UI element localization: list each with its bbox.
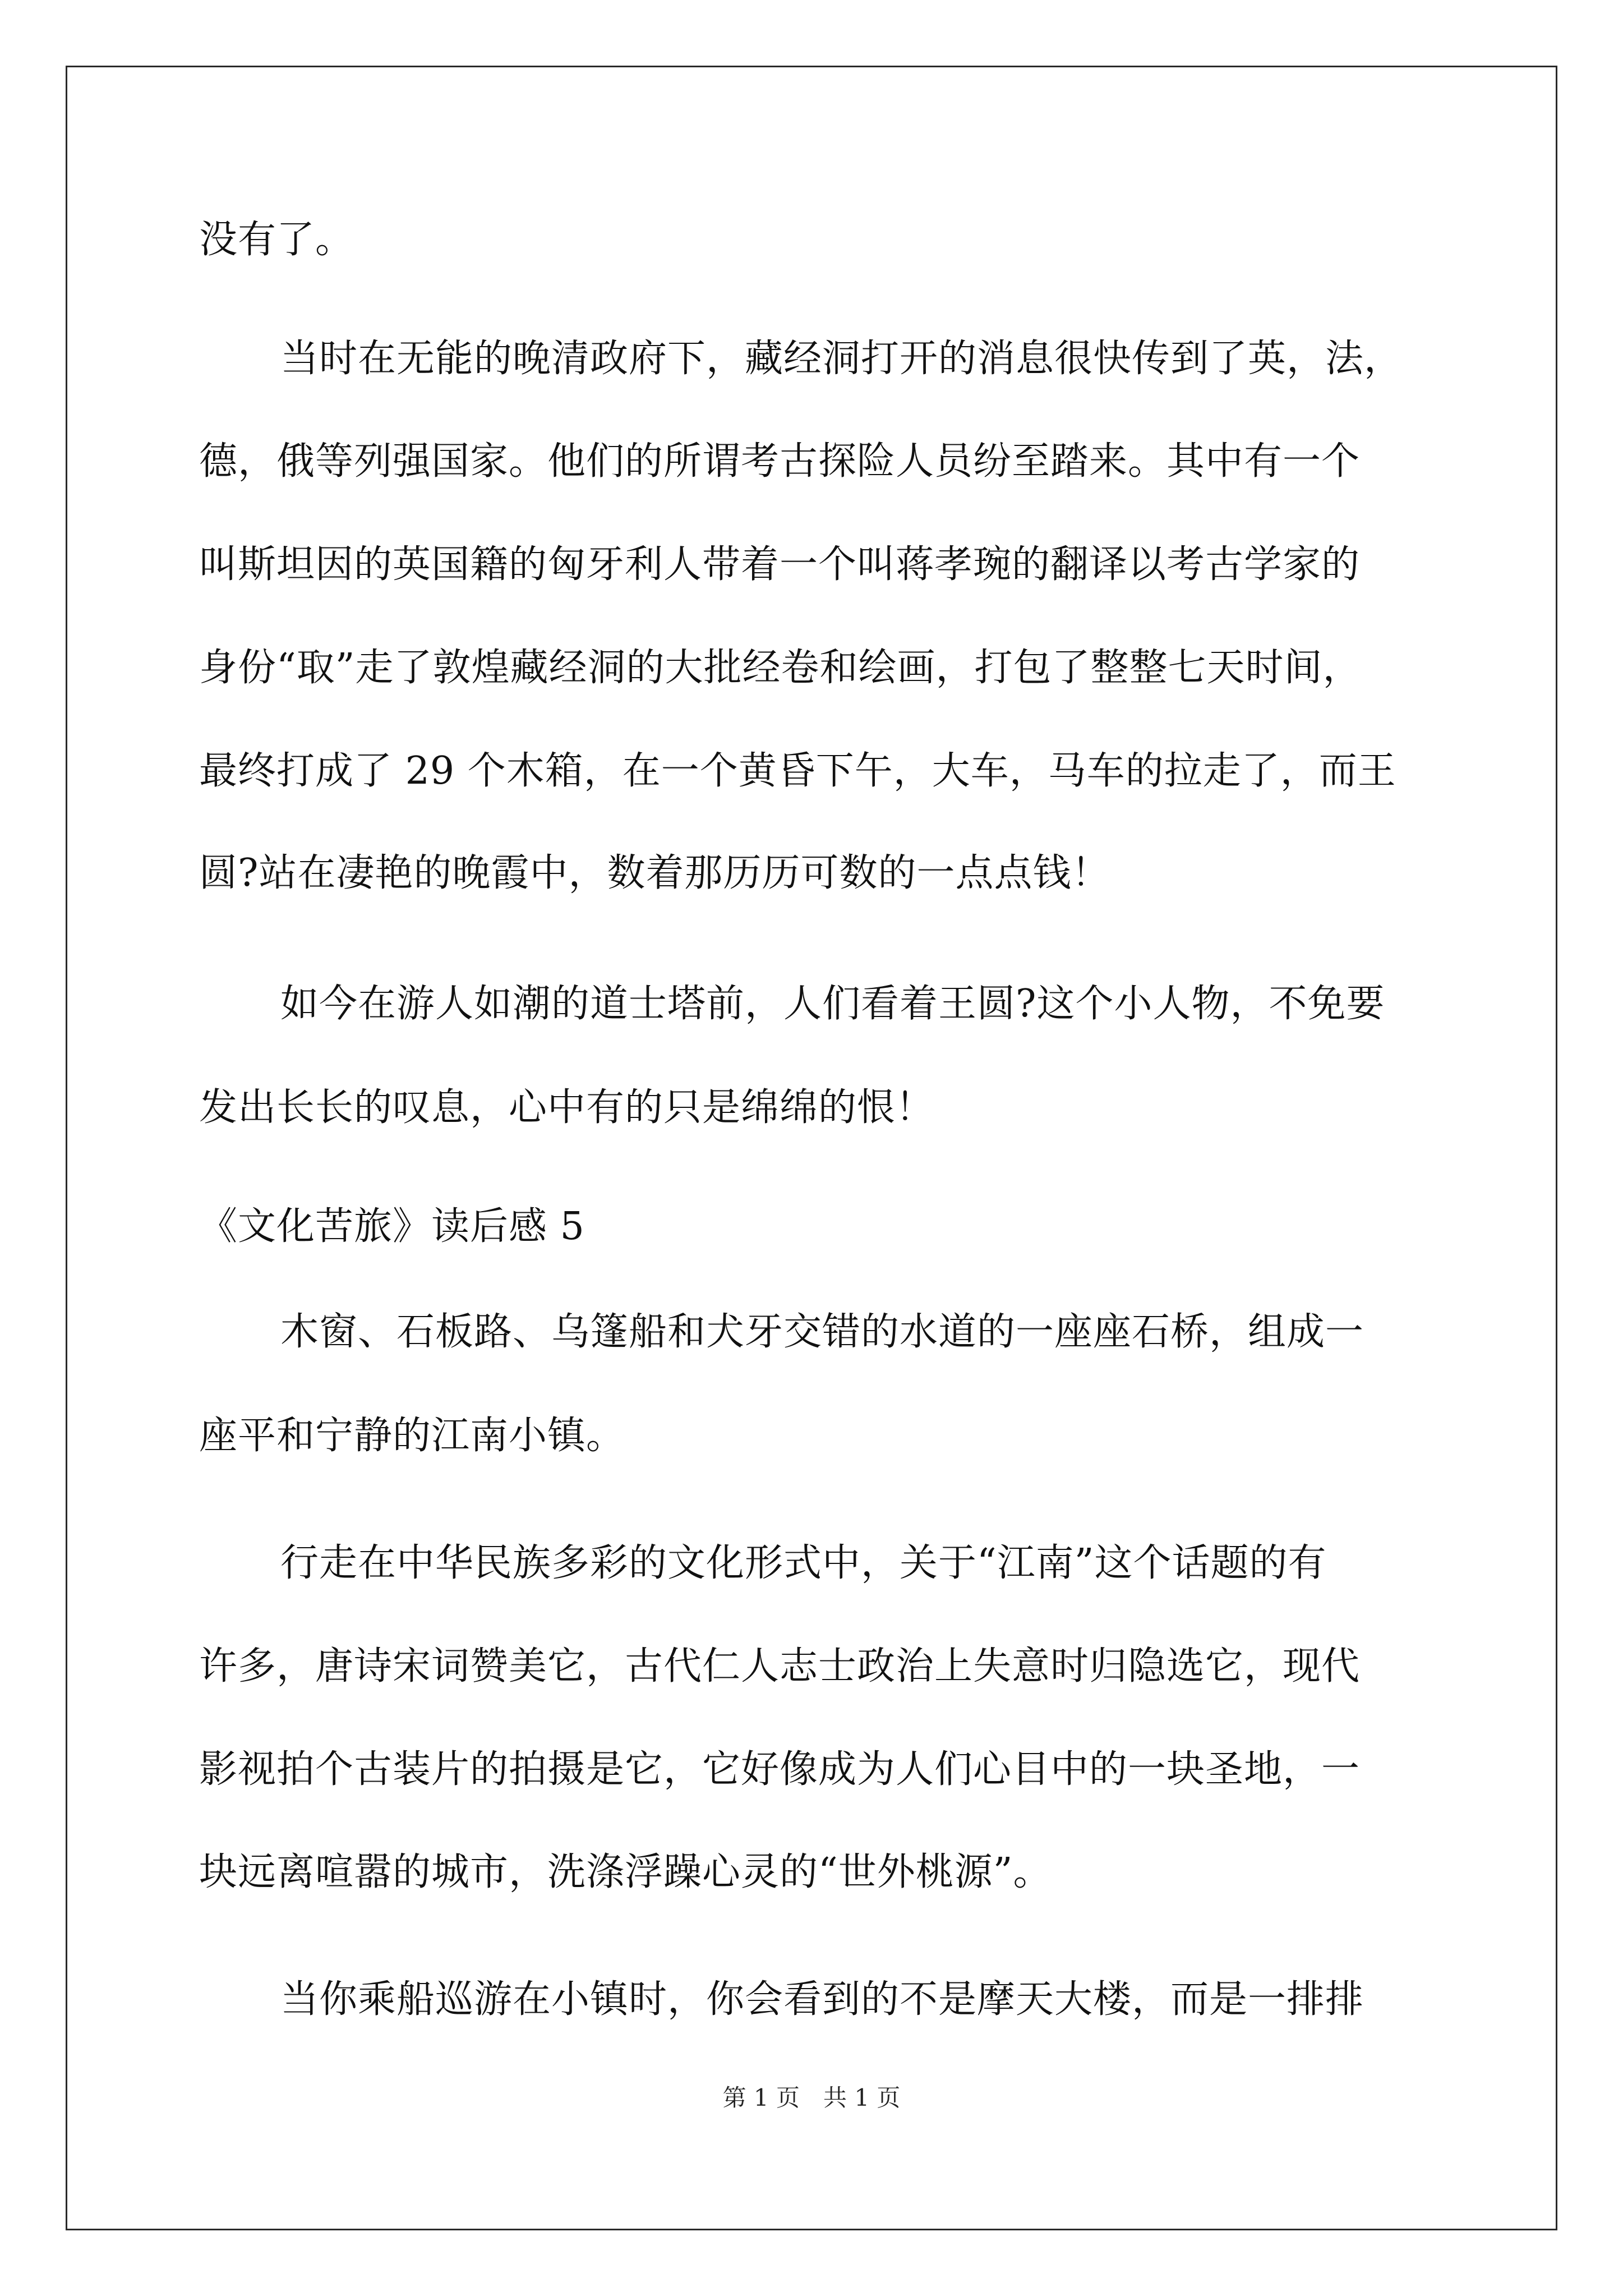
paragraph-line: 圆?站在凄艳的晚霞中，数着那历历可数的一点点钱！ — [199, 851, 1110, 895]
paragraph-line: 如今在游人如潮的道士塔前，人们看着王圆?这个小人物，不免要 — [280, 982, 1385, 1026]
paragraph-line: 块远离喧嚣的城市，洗涤浮躁心灵的“世外桃源”。 — [199, 1850, 1052, 1894]
page-border — [66, 66, 1557, 2230]
page-footer — [0, 2082, 1623, 2114]
section-heading: 《文化苦旅》读后感 5 — [199, 1204, 585, 1249]
paragraph-line: 没有了。 — [199, 218, 354, 262]
page-number: 第 1 页 共 1 页 — [722, 2084, 901, 2111]
paragraph-line: 行走在中华民族多彩的文化形式中，关于“江南”这个话题的有 — [280, 1541, 1327, 1585]
paragraph-line: 身份“取”走了敦煌藏经洞的大批经卷和绘画，打包了整整七天时间， — [199, 646, 1362, 690]
paragraph-line: 木窗、石板路、乌篷船和犬牙交错的水道的一座座石桥，组成一 — [280, 1310, 1364, 1354]
paragraph-line: 当时在无能的晚清政府下，藏经洞打开的消息很快传到了英，法， — [280, 337, 1403, 381]
paragraph-line: 座平和宁静的江南小镇。 — [199, 1414, 625, 1458]
paragraph-line: 当你乘船巡游在小镇时，你会看到的不是摩天大楼，而是一排排 — [280, 1977, 1364, 2022]
paragraph-line: 影视拍个古装片的拍摄是它，它好像成为人们心目中的一块圣地，一 — [199, 1747, 1361, 1792]
paragraph-line: 最终打成了 29 个木箱，在一个黄昏下午，大车，马车的拉走了，而王 — [199, 749, 1396, 793]
paragraph-line: 叫斯坦因的英国籍的匈牙利人带着一个叫蒋孝琬的翻译以考古学家的 — [199, 542, 1361, 587]
paragraph-line: 发出长长的叹息，心中有的只是绵绵的恨！ — [199, 1085, 935, 1130]
paragraph-line: 德，俄等列强国家。他们的所谓考古探险人员纷至踏来。其中有一个 — [199, 439, 1361, 484]
paragraph-line: 许多，唐诗宋词赞美它，古代仁人志士政治上失意时归隐选它，现代 — [199, 1644, 1361, 1688]
